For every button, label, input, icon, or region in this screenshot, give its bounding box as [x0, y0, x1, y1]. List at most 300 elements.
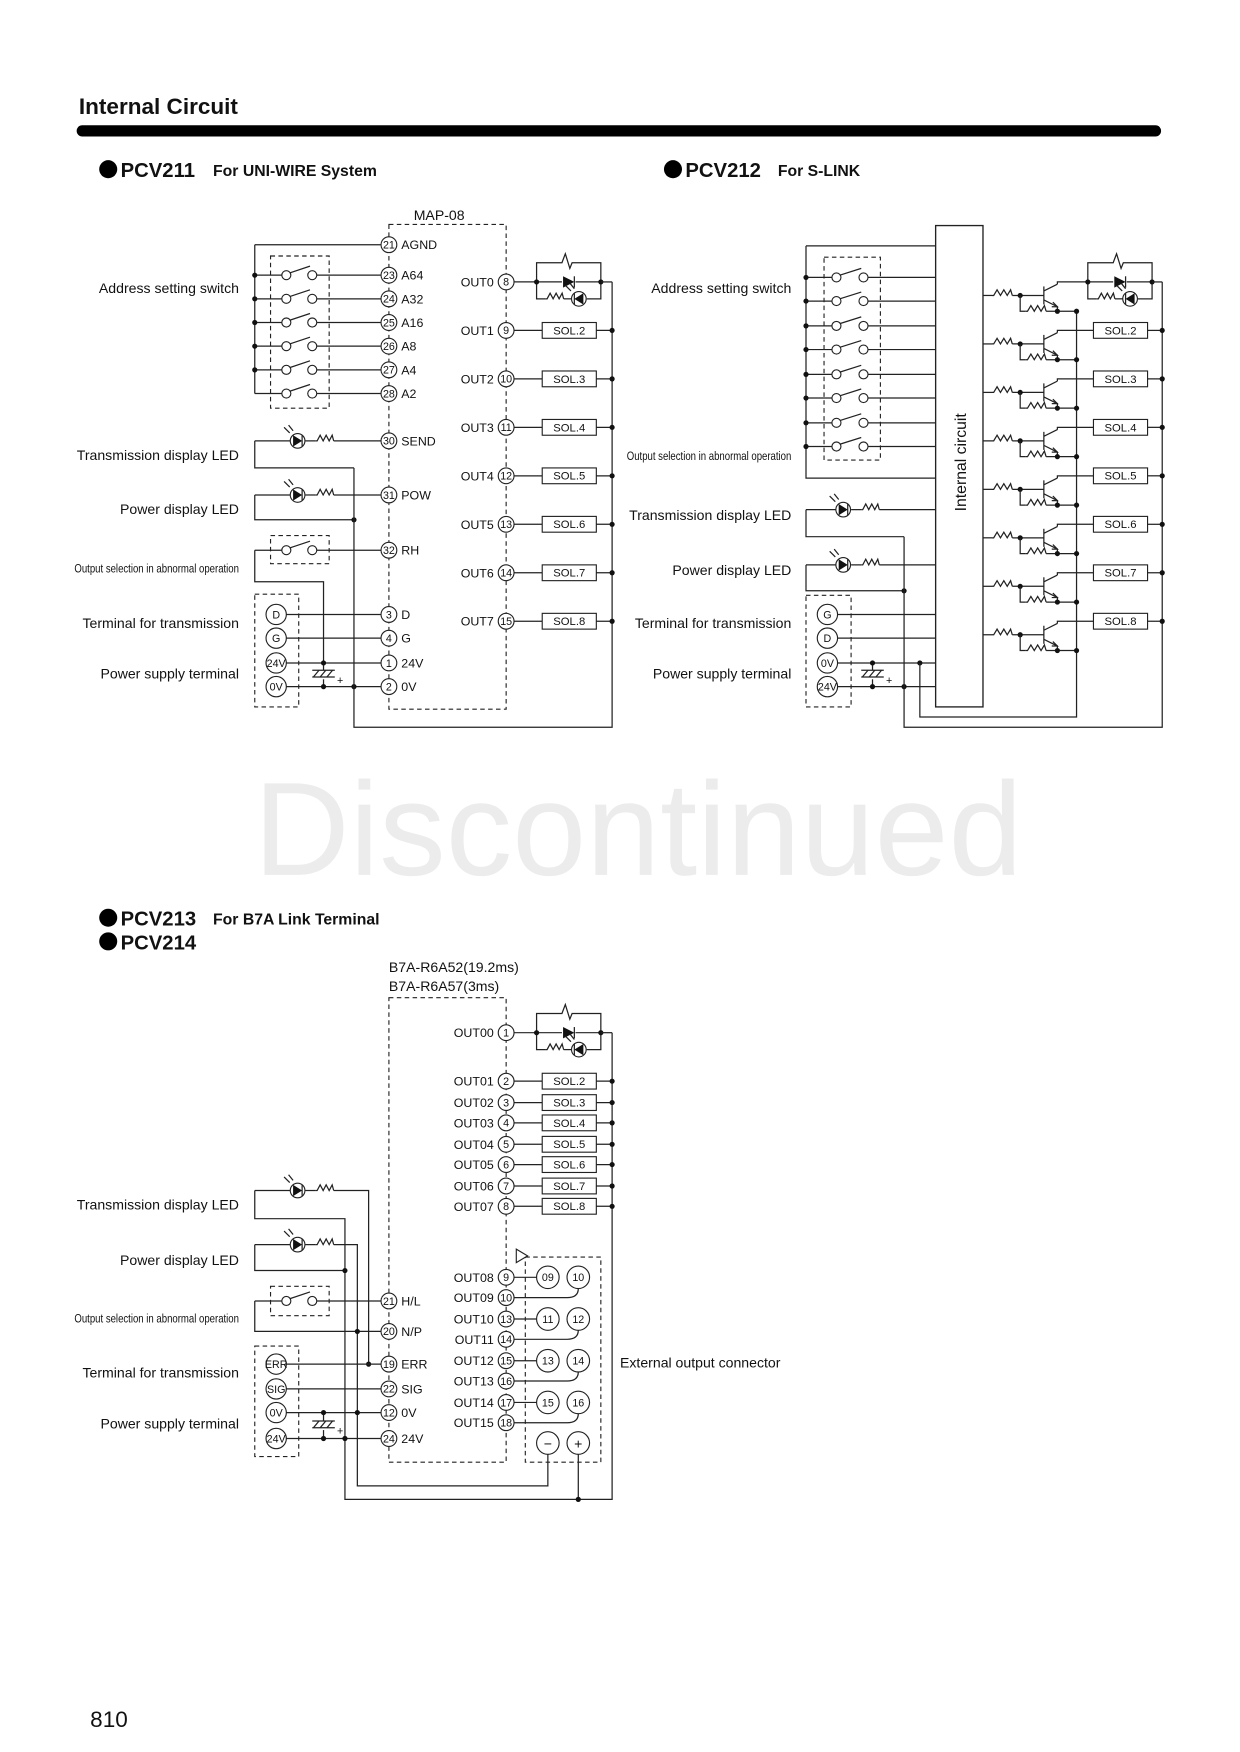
pin-number: 8 [503, 1201, 510, 1214]
switch-lever-icon [840, 292, 861, 299]
resistor-icon [992, 629, 1012, 635]
junction-dot [1160, 376, 1165, 381]
switch-lever-icon [840, 317, 861, 324]
junction-dot [610, 328, 615, 333]
wire [806, 246, 936, 478]
switch-contact [308, 271, 317, 280]
output-label: OUT7 [460, 614, 494, 629]
switch-contact [832, 394, 841, 403]
pin-number: 27 [382, 364, 395, 377]
pin-number: 14 [500, 567, 513, 580]
pin-name: 0V [401, 680, 417, 695]
wire [1044, 623, 1058, 630]
switch-contact [282, 1296, 291, 1305]
terminal-transmission-label: Terminal for transmission [82, 1364, 239, 1381]
solenoid-label: SOL.6 [553, 1159, 586, 1172]
output-label: OUT12 [453, 1354, 494, 1369]
solenoid-label: SOL.4 [553, 422, 586, 435]
solenoid-label: SOL.4 [1104, 422, 1137, 435]
junction-dot [870, 684, 875, 689]
resistor-icon [546, 293, 564, 299]
pin-number: 16 [500, 1375, 513, 1388]
pin-number: 21 [382, 1295, 395, 1308]
pin-number: 4 [503, 1117, 510, 1130]
switch-contact [859, 345, 868, 354]
output-label: OUT01 [453, 1074, 494, 1089]
junction-dot [1074, 309, 1079, 314]
junction-dot [1074, 599, 1079, 604]
resistor-icon [1026, 403, 1046, 409]
transmission-led-label: Transmission display LED [629, 506, 792, 523]
terminal-label: D [823, 633, 832, 646]
switch-lever-icon [840, 341, 861, 348]
pin-number: 30 [382, 435, 395, 448]
junction-dot [355, 1410, 360, 1415]
pin-name: N/P [401, 1324, 422, 1339]
pin-number: 26 [382, 341, 395, 354]
pin-number: 23 [382, 269, 395, 282]
pin-number: 12 [382, 1407, 395, 1420]
junction-dot [610, 1142, 615, 1147]
pin-number: 3 [385, 609, 392, 622]
connector-pin-number: 11 [542, 1313, 554, 1326]
junction-dot [610, 1183, 615, 1188]
junction-dot [252, 367, 257, 372]
switch-contact [308, 389, 317, 398]
pin-number: 32 [382, 545, 395, 558]
terminal-label: SIG [266, 1383, 286, 1396]
battery-hatch [313, 1421, 332, 1428]
light-arrows-icon [284, 479, 293, 487]
solenoid-label: SOL.2 [553, 1076, 586, 1089]
pin-number: 2 [385, 681, 392, 694]
pin-name: A16 [401, 316, 424, 331]
wire [806, 565, 904, 591]
junction-dot [321, 1436, 326, 1441]
wire [1044, 575, 1058, 582]
resistor-icon [992, 290, 1012, 296]
resistor-icon [992, 532, 1012, 538]
switch-contact [282, 342, 291, 351]
model-subtitle: For S-LINK [777, 162, 861, 180]
pin-name: RH [401, 543, 420, 558]
resistor-icon [861, 504, 879, 510]
junction-dot [252, 273, 257, 278]
resistor-icon [316, 435, 334, 441]
resistor-icon [861, 559, 879, 565]
resistor-icon [1026, 596, 1046, 602]
junction-dot [610, 619, 615, 624]
output-label: OUT2 [460, 372, 494, 387]
junction-dot [534, 279, 539, 284]
solenoid-label: SOL.5 [1104, 470, 1137, 483]
junction-dot [610, 1204, 615, 1209]
wire [1057, 621, 1093, 623]
pin-number: 1 [503, 1027, 510, 1040]
plus-sign: + [574, 1435, 583, 1452]
output-selection-label: Output selection in abnormal operation [74, 561, 240, 576]
switch-contact [282, 294, 291, 303]
junction-dot [803, 298, 808, 303]
output-label: OUT14 [453, 1395, 494, 1410]
pin-number: 15 [500, 616, 513, 629]
terminal-label: ERR [264, 1359, 288, 1372]
wire [514, 1372, 578, 1381]
solenoid-label: SOL.3 [553, 1097, 586, 1110]
junction-dot [610, 1162, 615, 1167]
resistor-icon [1026, 645, 1046, 651]
junction-dot [870, 660, 875, 665]
terminal-label: G [272, 633, 281, 646]
pin-name: 0V [401, 1406, 417, 1421]
output-label: OUT07 [453, 1199, 494, 1214]
light-arrows-icon [830, 494, 839, 502]
switch-contact [832, 321, 841, 330]
battery-plus-sign: + [337, 1425, 344, 1438]
resistor-icon [1026, 499, 1046, 505]
minus-sign: − [543, 1435, 552, 1452]
switch-contact [308, 1296, 317, 1305]
terminal-label: D [272, 609, 281, 622]
wire [1044, 333, 1058, 340]
pin-number: 20 [382, 1326, 395, 1339]
pin-number: 1 [385, 657, 392, 670]
output-label: OUT04 [453, 1137, 494, 1152]
switch-lever-icon [290, 290, 310, 297]
resistor-icon [992, 387, 1012, 393]
terminal-label: G [823, 609, 832, 622]
wire [1057, 282, 1087, 284]
wire [1138, 282, 1152, 299]
wire [537, 1005, 601, 1033]
switch-contact [308, 365, 317, 374]
connector-pin-number: 12 [572, 1313, 585, 1326]
output-label: OUT0 [460, 275, 494, 290]
address-switch-label: Address setting switch [98, 280, 239, 297]
switch-contact [832, 442, 841, 451]
pin-name: D [401, 607, 411, 622]
wire [1057, 330, 1093, 332]
address-switch-label: Address setting switch [651, 280, 792, 297]
resistor-icon [992, 581, 1012, 587]
solenoid-label: SOL.7 [553, 1180, 586, 1193]
junction-dot [1055, 648, 1060, 653]
pin-number: 7 [503, 1180, 510, 1193]
junction-dot [803, 395, 808, 400]
junction-dot [610, 425, 615, 430]
switch-contact [832, 370, 841, 379]
junction-dot [610, 473, 615, 478]
solenoid-label: SOL.8 [553, 616, 586, 629]
pin-name: A32 [401, 292, 424, 307]
switch-lever-icon [290, 361, 310, 368]
pin-name: H/L [401, 1294, 421, 1309]
resistor-icon [316, 1185, 334, 1191]
pin-name: AGND [401, 238, 438, 253]
wire [806, 510, 904, 537]
terminal-transmission-label: Terminal for transmission [634, 615, 792, 631]
output-label: OUT15 [453, 1416, 494, 1431]
connector-pin-number: 15 [541, 1397, 554, 1410]
switch-lever-icon [840, 365, 861, 372]
junction-dot [1160, 619, 1165, 624]
output-label: OUT03 [453, 1116, 494, 1131]
pin-number: 4 [385, 632, 392, 645]
pin-number: 13 [500, 519, 513, 532]
junction-dot [1085, 279, 1090, 284]
output-label: OUT4 [460, 469, 494, 484]
output-label: OUT06 [453, 1179, 494, 1194]
solenoid-label: SOL.2 [1104, 325, 1137, 338]
switch-lever-icon [290, 385, 310, 392]
terminal-label: 24V [266, 657, 286, 670]
junction-dot [321, 1410, 326, 1415]
model-subtitle: For UNI-WIRE System [213, 162, 377, 180]
connector-pin-number: 09 [541, 1272, 554, 1285]
switch-contact [282, 318, 291, 327]
pin-number: 5 [503, 1139, 510, 1152]
switch-lever-icon [290, 1292, 310, 1299]
pin-name: SEND [401, 434, 436, 449]
switch-contact [832, 297, 841, 306]
wire [1044, 430, 1058, 437]
wire [587, 282, 601, 299]
junction-dot [321, 660, 326, 665]
terminal-transmission-label: Terminal for transmission [82, 615, 239, 631]
pin-number: 14 [500, 1334, 513, 1347]
pin-name: A64 [401, 268, 424, 283]
pin-number: 24 [382, 293, 395, 306]
switch-contact [859, 370, 868, 379]
junction-dot [252, 296, 257, 301]
pin-name: G [401, 631, 411, 646]
pin-number: 10 [500, 373, 513, 386]
solenoid-label: SOL.7 [1104, 567, 1137, 580]
solenoid-label: SOL.8 [1104, 616, 1137, 629]
page-number: 810 [90, 1707, 128, 1733]
model-name: PCV214 [120, 932, 197, 955]
junction-dot [1160, 522, 1165, 527]
junction-dot [1074, 648, 1079, 653]
junction-dot [252, 344, 257, 349]
switch-lever-icon [290, 337, 310, 344]
light-arrows-icon [284, 1175, 293, 1183]
bullet-icon [664, 160, 682, 178]
switch-contact [308, 342, 317, 351]
switch-contact [282, 365, 291, 374]
junction-dot [803, 444, 808, 449]
module-name: B7A-R6A57(3ms) [388, 977, 500, 994]
page-title: Internal Circuit [78, 93, 238, 119]
wire [514, 1289, 578, 1298]
module-name: B7A-R6A52(19.2ms) [388, 958, 519, 975]
junction-dot [803, 275, 808, 280]
pin-number: 9 [503, 325, 510, 338]
pin-number: 31 [382, 489, 395, 502]
output-label: OUT09 [453, 1291, 494, 1306]
junction-dot [610, 522, 615, 527]
output-label: OUT02 [453, 1096, 494, 1111]
junction-dot [1055, 357, 1060, 362]
solenoid-label: SOL.3 [553, 373, 586, 386]
pin-name: 24V [401, 1432, 424, 1447]
switch-contact [308, 318, 317, 327]
switch-contact [308, 546, 317, 555]
junction-dot [1055, 406, 1060, 411]
model-name: PCV213 [120, 908, 197, 931]
power-led-label: Power display LED [672, 562, 792, 579]
junction-dot [576, 1497, 581, 1502]
title-rule [77, 125, 1161, 136]
junction-dot [610, 1079, 615, 1084]
wire [537, 282, 546, 299]
pin-name: 24V [401, 656, 424, 671]
pin-number: 21 [382, 239, 395, 252]
junction-dot [1074, 357, 1079, 362]
light-arrows-icon [284, 425, 293, 433]
watermark: Discontinued [253, 755, 1023, 904]
junction-dot [610, 1100, 615, 1105]
switch-contact [859, 418, 868, 427]
switch-contact [282, 546, 291, 555]
resistor-icon [1097, 293, 1115, 299]
power-supply-label: Power supply terminal [652, 665, 792, 682]
address-switch-box [271, 256, 330, 408]
resistor-icon [1026, 451, 1046, 457]
connector-pin-number: 14 [572, 1355, 585, 1368]
pin-number: 25 [382, 317, 395, 330]
junction-dot [1074, 551, 1079, 556]
module-name: MAP-08 [413, 206, 465, 223]
terminal-label: 0V [269, 681, 283, 694]
junction-dot [252, 320, 257, 325]
pin-name: A4 [401, 363, 417, 378]
wire [1044, 284, 1058, 291]
bullet-icon [99, 932, 117, 950]
wire [1044, 527, 1058, 534]
wire [514, 1414, 578, 1423]
output-label: OUT11 [454, 1332, 494, 1347]
pin-number: 8 [503, 276, 510, 289]
wire [1044, 381, 1058, 388]
junction-dot [610, 1120, 615, 1125]
junction-dot [1055, 454, 1060, 459]
resistor-icon [992, 435, 1012, 441]
pin-number: 18 [500, 1417, 513, 1430]
switch-contact [282, 271, 291, 280]
battery-hatch [313, 670, 332, 677]
wire [334, 1245, 548, 1486]
transmission-led-label: Transmission display LED [76, 1196, 239, 1213]
output-label: OUT13 [453, 1374, 494, 1389]
light-arrows-icon [284, 1229, 293, 1237]
external-connector-label: External output connector [620, 1354, 781, 1371]
pin-number: 19 [382, 1358, 395, 1371]
junction-dot [1055, 551, 1060, 556]
connector-pin-number: 10 [572, 1272, 585, 1285]
resistor-icon [316, 1239, 334, 1245]
wire [587, 1033, 601, 1050]
junction-dot [534, 1030, 539, 1035]
bullet-icon [99, 160, 117, 178]
output-label: OUT05 [453, 1158, 494, 1173]
power-led-label: Power display LED [120, 501, 239, 518]
model-name: PCV212 [685, 160, 761, 183]
wire [255, 550, 324, 663]
wire [1057, 427, 1093, 429]
switch-lever-icon [290, 541, 310, 548]
junction-dot [1160, 425, 1165, 430]
solenoid-label: SOL.5 [553, 1139, 586, 1152]
output-label: OUT1 [460, 323, 494, 338]
power-led-label: Power display LED [120, 1251, 239, 1268]
pin-number: 9 [503, 1272, 510, 1285]
switch-lever-icon [290, 266, 310, 273]
solenoid-label: SOL.2 [553, 325, 586, 338]
resistor-icon [316, 489, 334, 495]
resistor-icon [992, 484, 1012, 490]
junction-dot [803, 347, 808, 352]
junction-dot [1160, 328, 1165, 333]
pin-number: 3 [503, 1097, 510, 1110]
junction-dot [1160, 473, 1165, 478]
address-switch-box [824, 257, 880, 460]
battery-hatch [862, 670, 881, 677]
pin-number: 2 [503, 1075, 510, 1088]
power-supply-label: Power supply terminal [100, 665, 239, 682]
wire [1057, 379, 1093, 381]
solenoid-label: SOL.3 [1104, 373, 1137, 386]
solenoid-label: SOL.4 [553, 1117, 586, 1130]
junction-dot [1055, 309, 1060, 314]
output-label: OUT10 [453, 1312, 494, 1327]
wire [514, 1330, 578, 1339]
solenoid-label: SOL.7 [553, 567, 586, 580]
switch-lever-icon [840, 389, 861, 396]
resistor-icon [546, 1044, 564, 1050]
junction-dot [1160, 570, 1165, 575]
battery-plus-sign: + [337, 674, 344, 687]
connector-pin-number: 13 [541, 1355, 554, 1368]
junction-dot [1055, 503, 1060, 508]
light-arrows-icon [830, 549, 839, 557]
junction-dot [1074, 454, 1079, 459]
resistor-icon [1026, 354, 1046, 360]
pin-number: 12 [500, 470, 513, 483]
pin-number: 17 [500, 1397, 513, 1410]
wire [1057, 476, 1093, 478]
wire [1057, 573, 1093, 575]
wire [1088, 254, 1152, 282]
wire [1044, 478, 1058, 485]
junction-dot [803, 372, 808, 377]
pin-number: 11 [500, 422, 512, 435]
pin-number: 22 [382, 1383, 395, 1396]
resistor-icon [1026, 306, 1046, 312]
pin-name: A8 [401, 339, 417, 354]
connector-pin-number: 16 [572, 1397, 585, 1410]
pin-number: 28 [382, 388, 395, 401]
solenoid-label: SOL.6 [1104, 519, 1137, 532]
switch-contact [859, 394, 868, 403]
battery-plus-sign: + [886, 674, 893, 687]
switch-lever-icon [840, 437, 861, 444]
output-label: OUT5 [460, 517, 494, 532]
model-name: PCV211 [120, 160, 196, 183]
output-label: OUT00 [453, 1026, 494, 1041]
wire [334, 1191, 369, 1365]
wire [1057, 524, 1093, 526]
